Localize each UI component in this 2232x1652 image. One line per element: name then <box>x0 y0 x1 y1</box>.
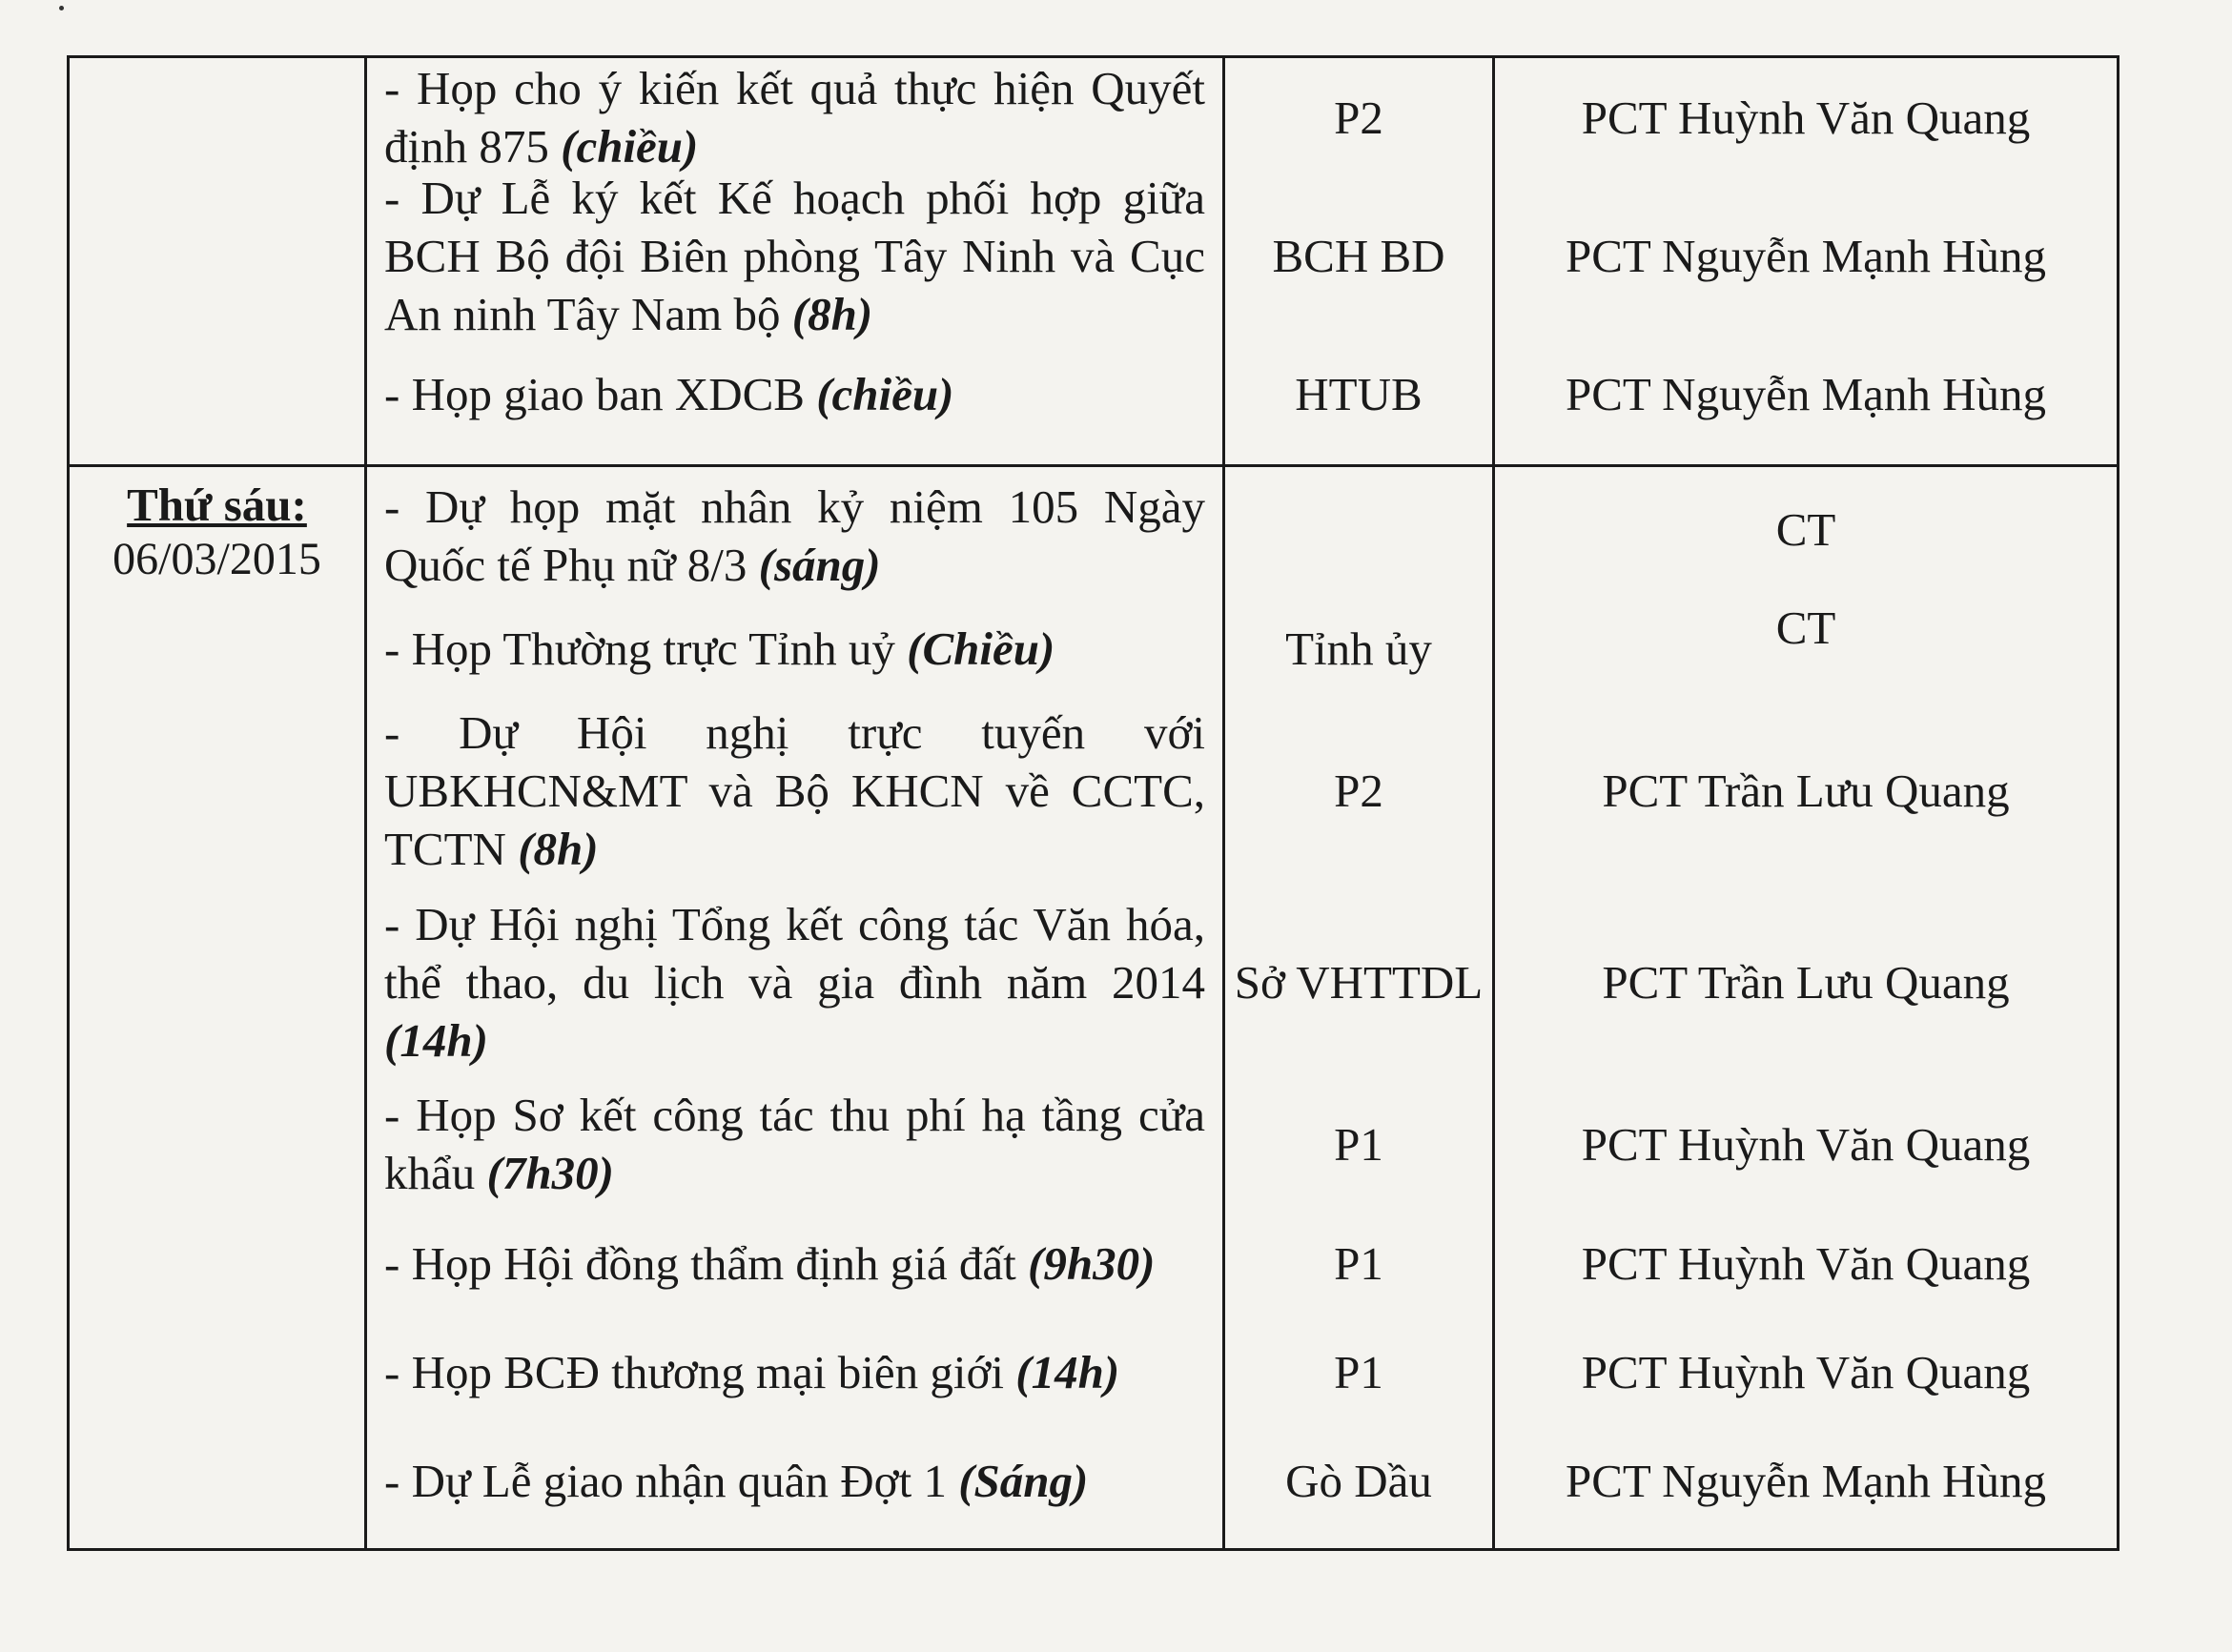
agenda-text: - Dự Lễ ký kết Kế hoạch phối hợp giữa BCH Bộ đội Biên phòng Tây Ninh và Cục An ninh Tây Nam bộ <box>384 171 1205 340</box>
day-name: Thứ sáu: <box>127 479 307 531</box>
agenda-text: - Dự Hội nghị Tổng kết công tác Văn hóa, thể thao, du lịch và gia đình năm 2014 <box>384 897 1205 1009</box>
agenda-text: - Họp giao ban XDCB <box>384 367 805 420</box>
agenda-item <box>367 1317 1222 1426</box>
leader-label: PCT Nguyễn Mạnh Hùng <box>1565 229 2047 282</box>
unit-label: BCH BD <box>1272 229 1445 282</box>
unit-label: P2 <box>1334 91 1383 144</box>
agenda-time: (sáng) <box>758 539 881 591</box>
unit-label: P1 <box>1334 1345 1383 1398</box>
agenda-time: (14h) <box>1015 1345 1120 1398</box>
leader-label: PCT Huỳnh Văn Quang <box>1581 1117 2031 1171</box>
schedule-table <box>67 55 2119 1551</box>
agenda-item <box>367 58 1222 171</box>
agenda-item <box>367 171 1222 340</box>
schedule-row <box>69 57 2119 466</box>
agenda-time: (8h) <box>791 287 873 340</box>
leader-label: PCT Nguyễn Mạnh Hùng <box>1565 1454 2047 1507</box>
agenda-time: (7h30) <box>486 1147 614 1199</box>
unit-label: P1 <box>1334 1117 1383 1171</box>
agenda-text: - Dự Hội nghị trực tuyến với UBKHCN&MT và Bộ KHCN về CCTC, TCTN <box>384 705 1205 875</box>
unit-label: HTUB <box>1295 367 1423 420</box>
agenda-item <box>367 696 1222 885</box>
unit-label <box>1225 467 1492 601</box>
day-date: 06/03/2015 <box>113 534 321 585</box>
agenda-item <box>367 340 1222 464</box>
agenda-text: - Họp BCĐ thương mại biên giới <box>384 1345 1005 1398</box>
content-cell <box>366 57 1224 466</box>
unit-label: Sở VHTTDL <box>1234 955 1484 1009</box>
agenda-time: (chiều) <box>816 367 954 420</box>
day-cell <box>69 57 366 466</box>
agenda-time: (Sáng) <box>958 1454 1089 1507</box>
leader-label: PCT Trần Lưu Quang <box>1602 955 2010 1009</box>
agenda-item <box>367 1079 1222 1209</box>
leader-label: CT <box>1775 503 1836 556</box>
leader-cell <box>1494 57 2119 466</box>
leader-label: PCT Huỳnh Văn Quang <box>1581 1345 2031 1398</box>
agenda-item <box>367 601 1222 696</box>
leader-cell <box>1494 466 2119 1550</box>
agenda-text: - Họp Sơ kết công tác thu phí hạ tầng cửa khẩu <box>384 1089 1205 1199</box>
agenda-item <box>367 1426 1222 1548</box>
agenda-time: (9h30) <box>1028 1236 1156 1290</box>
agenda-text: - Dự họp mặt nhân kỷ niệm 105 Ngày Quốc tế Phụ nữ 8/3 <box>384 480 1205 591</box>
leader-label: CT <box>1775 601 1836 654</box>
agenda-text: - Họp cho ý kiến kết quả thực hiện Quyết định 875 <box>384 62 1205 173</box>
unit-cell <box>1224 466 1494 1550</box>
unit-cell <box>1224 57 1494 466</box>
unit-label: Tỉnh ủy <box>1285 622 1432 675</box>
agenda-time: (Chiều) <box>907 622 1055 675</box>
agenda-text: - Họp Thường trực Tỉnh uỷ <box>384 622 895 675</box>
agenda-text: - Dự Lễ giao nhận quân Đợt 1 <box>384 1454 947 1507</box>
agenda-item <box>367 467 1222 601</box>
leader-label: PCT Huỳnh Văn Quang <box>1581 91 2031 144</box>
leader-label: PCT Nguyễn Mạnh Hùng <box>1565 367 2047 420</box>
leader-label: PCT Trần Lưu Quang <box>1602 764 2010 817</box>
agenda-item <box>367 885 1222 1079</box>
agenda-item <box>367 1209 1222 1317</box>
unit-label: Gò Dầu <box>1285 1454 1432 1507</box>
content-cell <box>366 466 1224 1550</box>
agenda-time: (14h) <box>384 1013 488 1067</box>
scan-speck <box>59 6 64 10</box>
agenda-text: - Họp Hội đồng thẩm định giá đất <box>384 1236 1016 1290</box>
unit-label: P2 <box>1334 764 1383 817</box>
leader-label: PCT Huỳnh Văn Quang <box>1581 1236 2031 1290</box>
agenda-time: (chiều) <box>561 120 699 173</box>
day-cell <box>69 466 366 1550</box>
agenda-time: (8h) <box>518 822 599 875</box>
unit-label: P1 <box>1334 1236 1383 1290</box>
schedule-row <box>69 466 2119 1550</box>
